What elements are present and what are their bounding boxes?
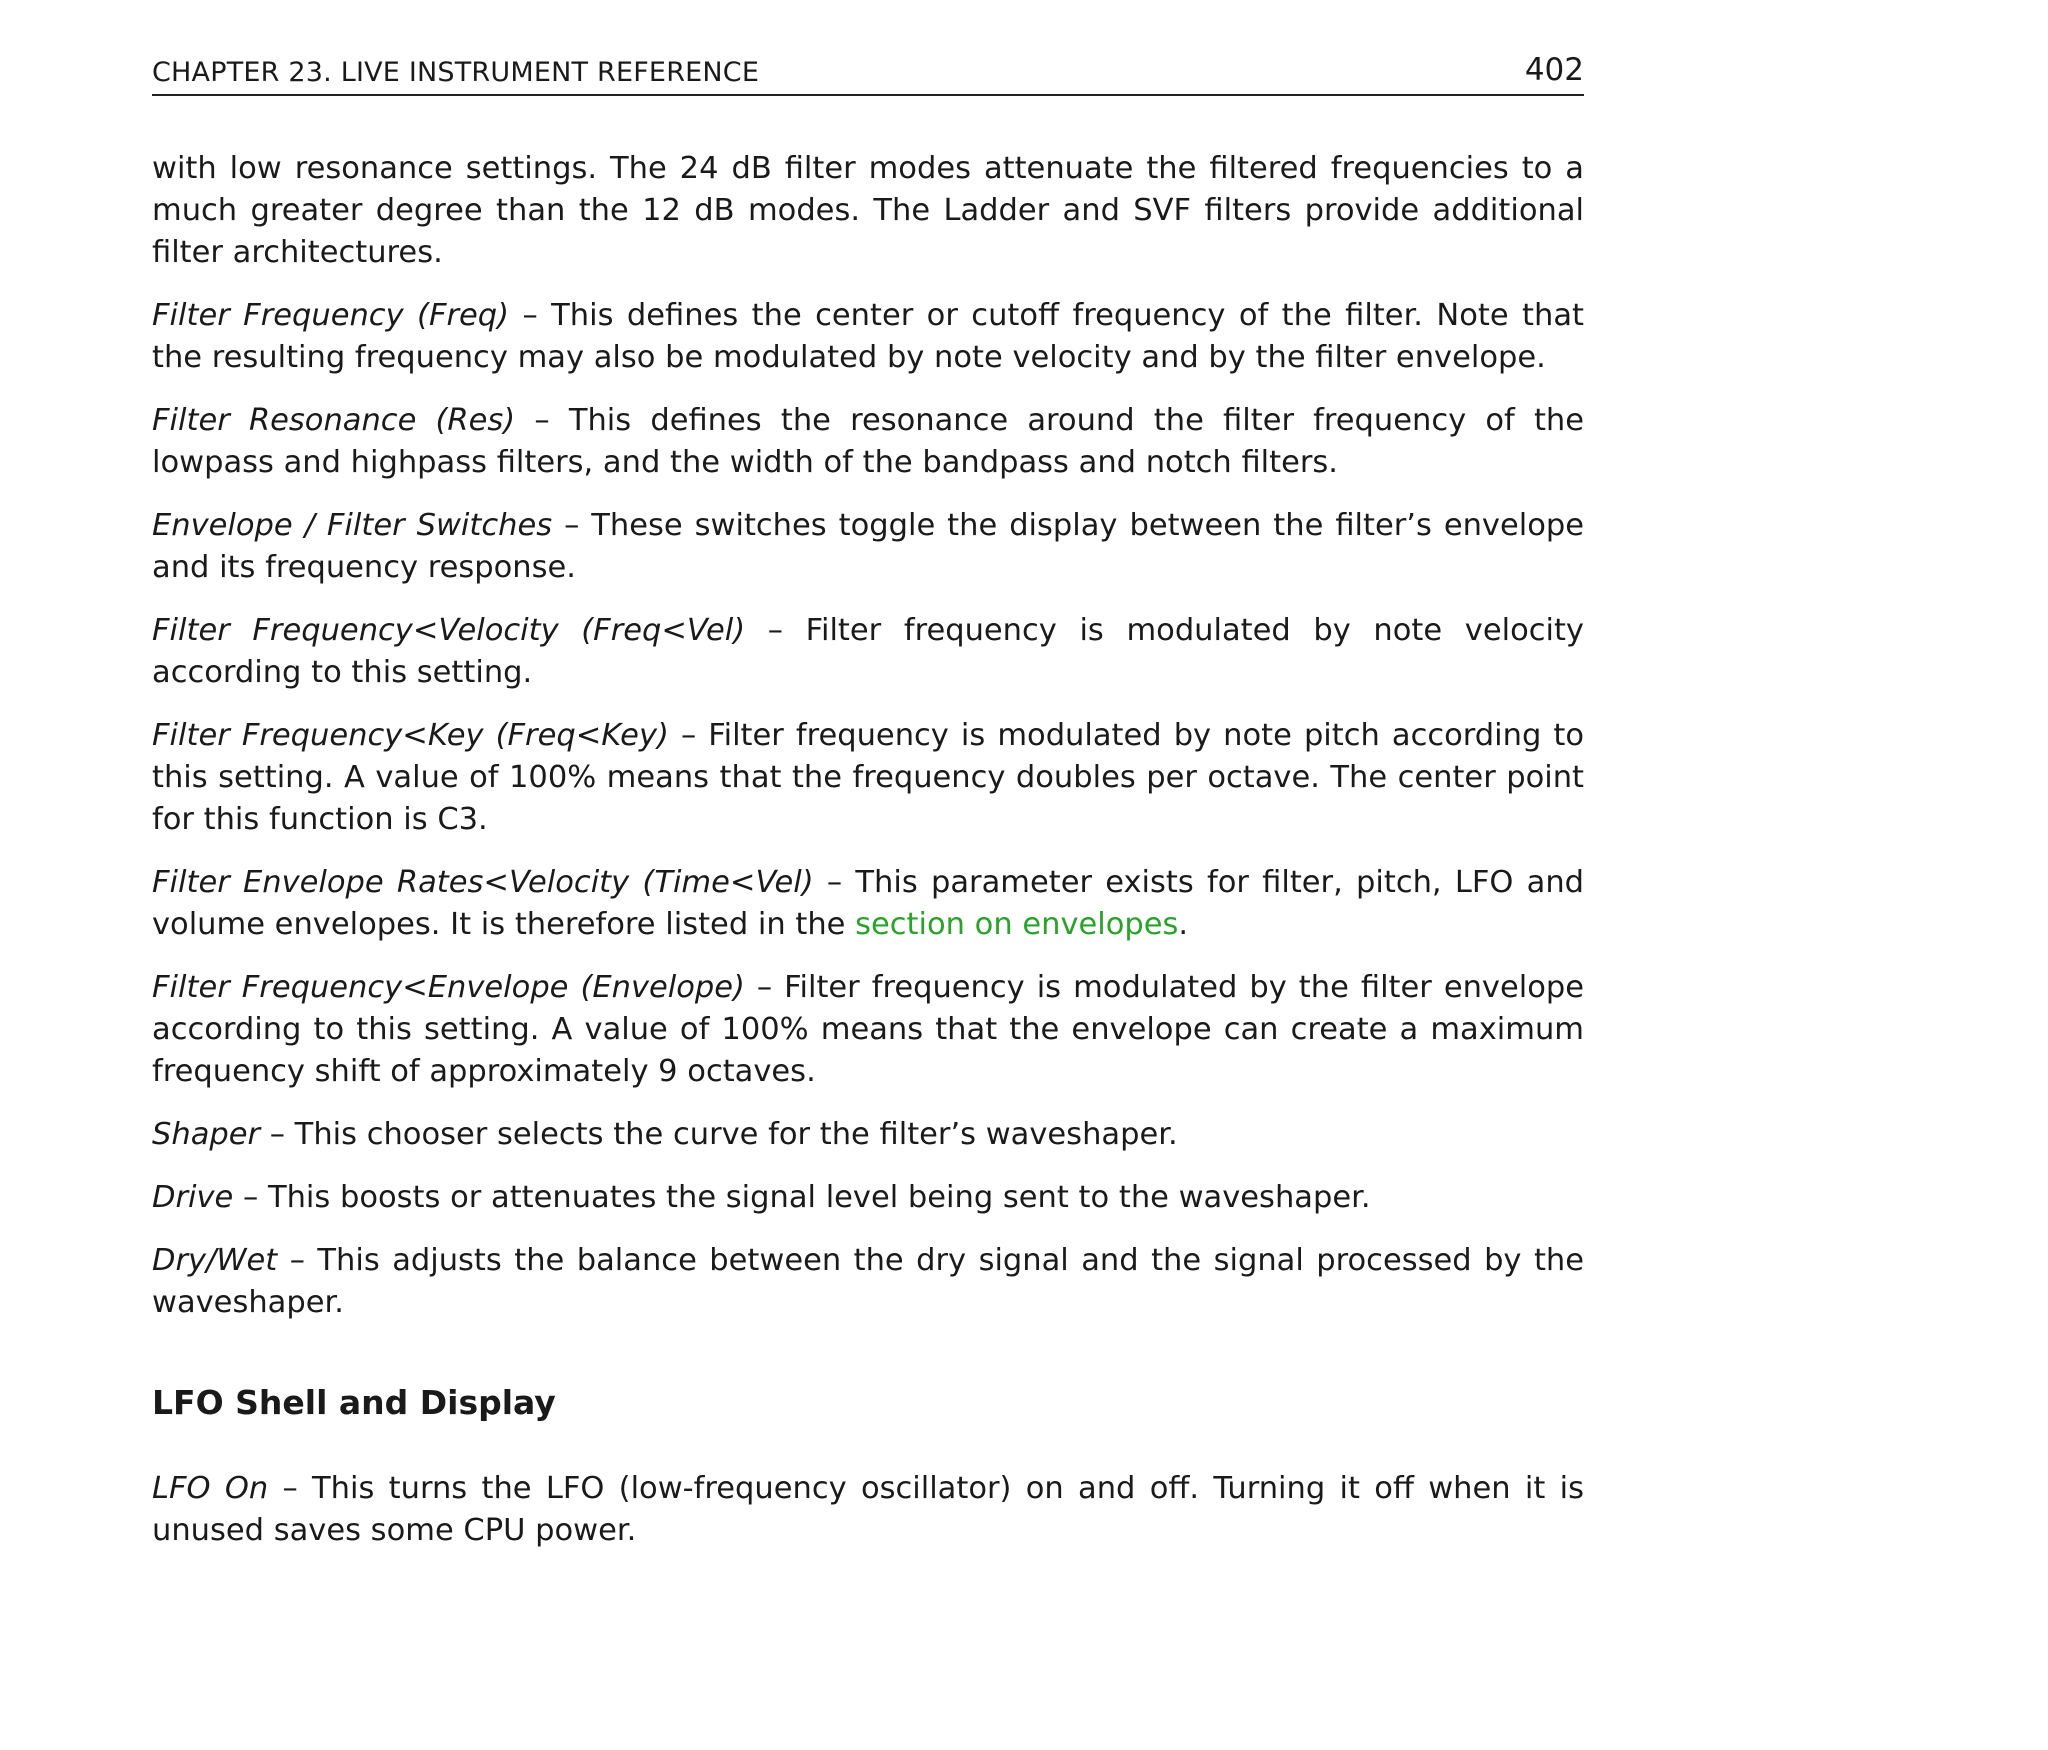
param-term: Filter Frequency<Key (Freq<Key) [152, 718, 669, 753]
param-description-end: . [1178, 907, 1189, 942]
section-heading: LFO Shell and Display [152, 1383, 556, 1422]
body-text [152, 148, 1584, 1552]
param-drive [152, 1177, 1584, 1219]
param-freq-envelope [152, 967, 1584, 1093]
param-freq-velocity [152, 610, 1584, 694]
param-description: – This boosts or attenuates the signal level being sent to the waveshaper. [233, 1180, 1371, 1215]
param-description: – These switches toggle the display between the filter’s envelope and its frequency response. [152, 508, 1584, 585]
param-term: Filter Resonance (Res) [152, 403, 516, 438]
param-term: LFO On [152, 1471, 269, 1506]
manual-page [152, 44, 1584, 1573]
param-description: – This defines the center or cutoff frequency of the filter. Note that the resulting frequency may also be modulated by note velocity and by the filter envelope. [152, 298, 1584, 375]
param-description: – This chooser selects the curve for the filter’s waveshaper. [260, 1117, 1178, 1152]
param-term: Shaper [152, 1117, 261, 1152]
param-term: Filter Envelope Rates<Velocity (Time<Vel) [152, 865, 814, 900]
param-filter-resonance [152, 400, 1584, 484]
param-envelope-rates-velocity [152, 862, 1584, 946]
intro-paragraph: with low resonance settings. The 24 dB filter modes attenuate the filtered frequencies to a much greater degree than the 12 dB modes. The Ladder and SVF filters provide additional filter architectures. [152, 151, 1584, 270]
param-term: Drive [152, 1180, 234, 1215]
page-number: 402 [1524, 52, 1584, 88]
param-term: Dry/Wet [152, 1243, 278, 1278]
param-description: – This parameter exists for filter, pitch, LFO and volume envelopes. It is therefore listed in the [152, 865, 1585, 942]
running-header [152, 44, 1584, 96]
chapter-title: CHAPTER 23. LIVE INSTRUMENT REFERENCE [152, 57, 760, 88]
envelopes-section-link[interactable]: section on envelopes [855, 907, 1179, 942]
param-shaper [152, 1114, 1584, 1156]
param-term: Envelope / Filter Switches [152, 508, 553, 543]
param-dry-wet [152, 1240, 1584, 1324]
param-description: – This defines the resonance around the filter frequency of the lowpass and highpass filters, and the width of the bandpass and notch filters. [152, 403, 1585, 480]
param-term: Filter Frequency<Envelope (Envelope) [152, 970, 745, 1005]
param-filter-frequency [152, 295, 1584, 379]
param-description: – Filter frequency is modulated by note velocity according to this setting. [152, 613, 1584, 690]
param-description: – Filter frequency is modulated by note pitch according to this setting. A value of 100% means that the frequency doubles per octave. The center point for this function is C3. [152, 718, 1584, 837]
param-lfo-on [152, 1468, 1584, 1552]
param-freq-key [152, 715, 1584, 841]
param-term: Filter Frequency (Freq) [152, 298, 510, 333]
param-description: – This turns the LFO (low-frequency oscillator) on and off. Turning it off when it is unused saves some CPU power. [152, 1471, 1584, 1548]
param-description: – This adjusts the balance between the dry signal and the signal processed by the waveshaper. [152, 1243, 1584, 1320]
param-description: – Filter frequency is modulated by the filter envelope according to this setting. A value of 100% means that the envelope can create a maximum frequency shift of approximately 9 octaves. [152, 970, 1584, 1089]
param-envelope-filter-switches [152, 505, 1584, 589]
param-term: Filter Frequency<Velocity (Freq<Vel) [152, 613, 746, 648]
